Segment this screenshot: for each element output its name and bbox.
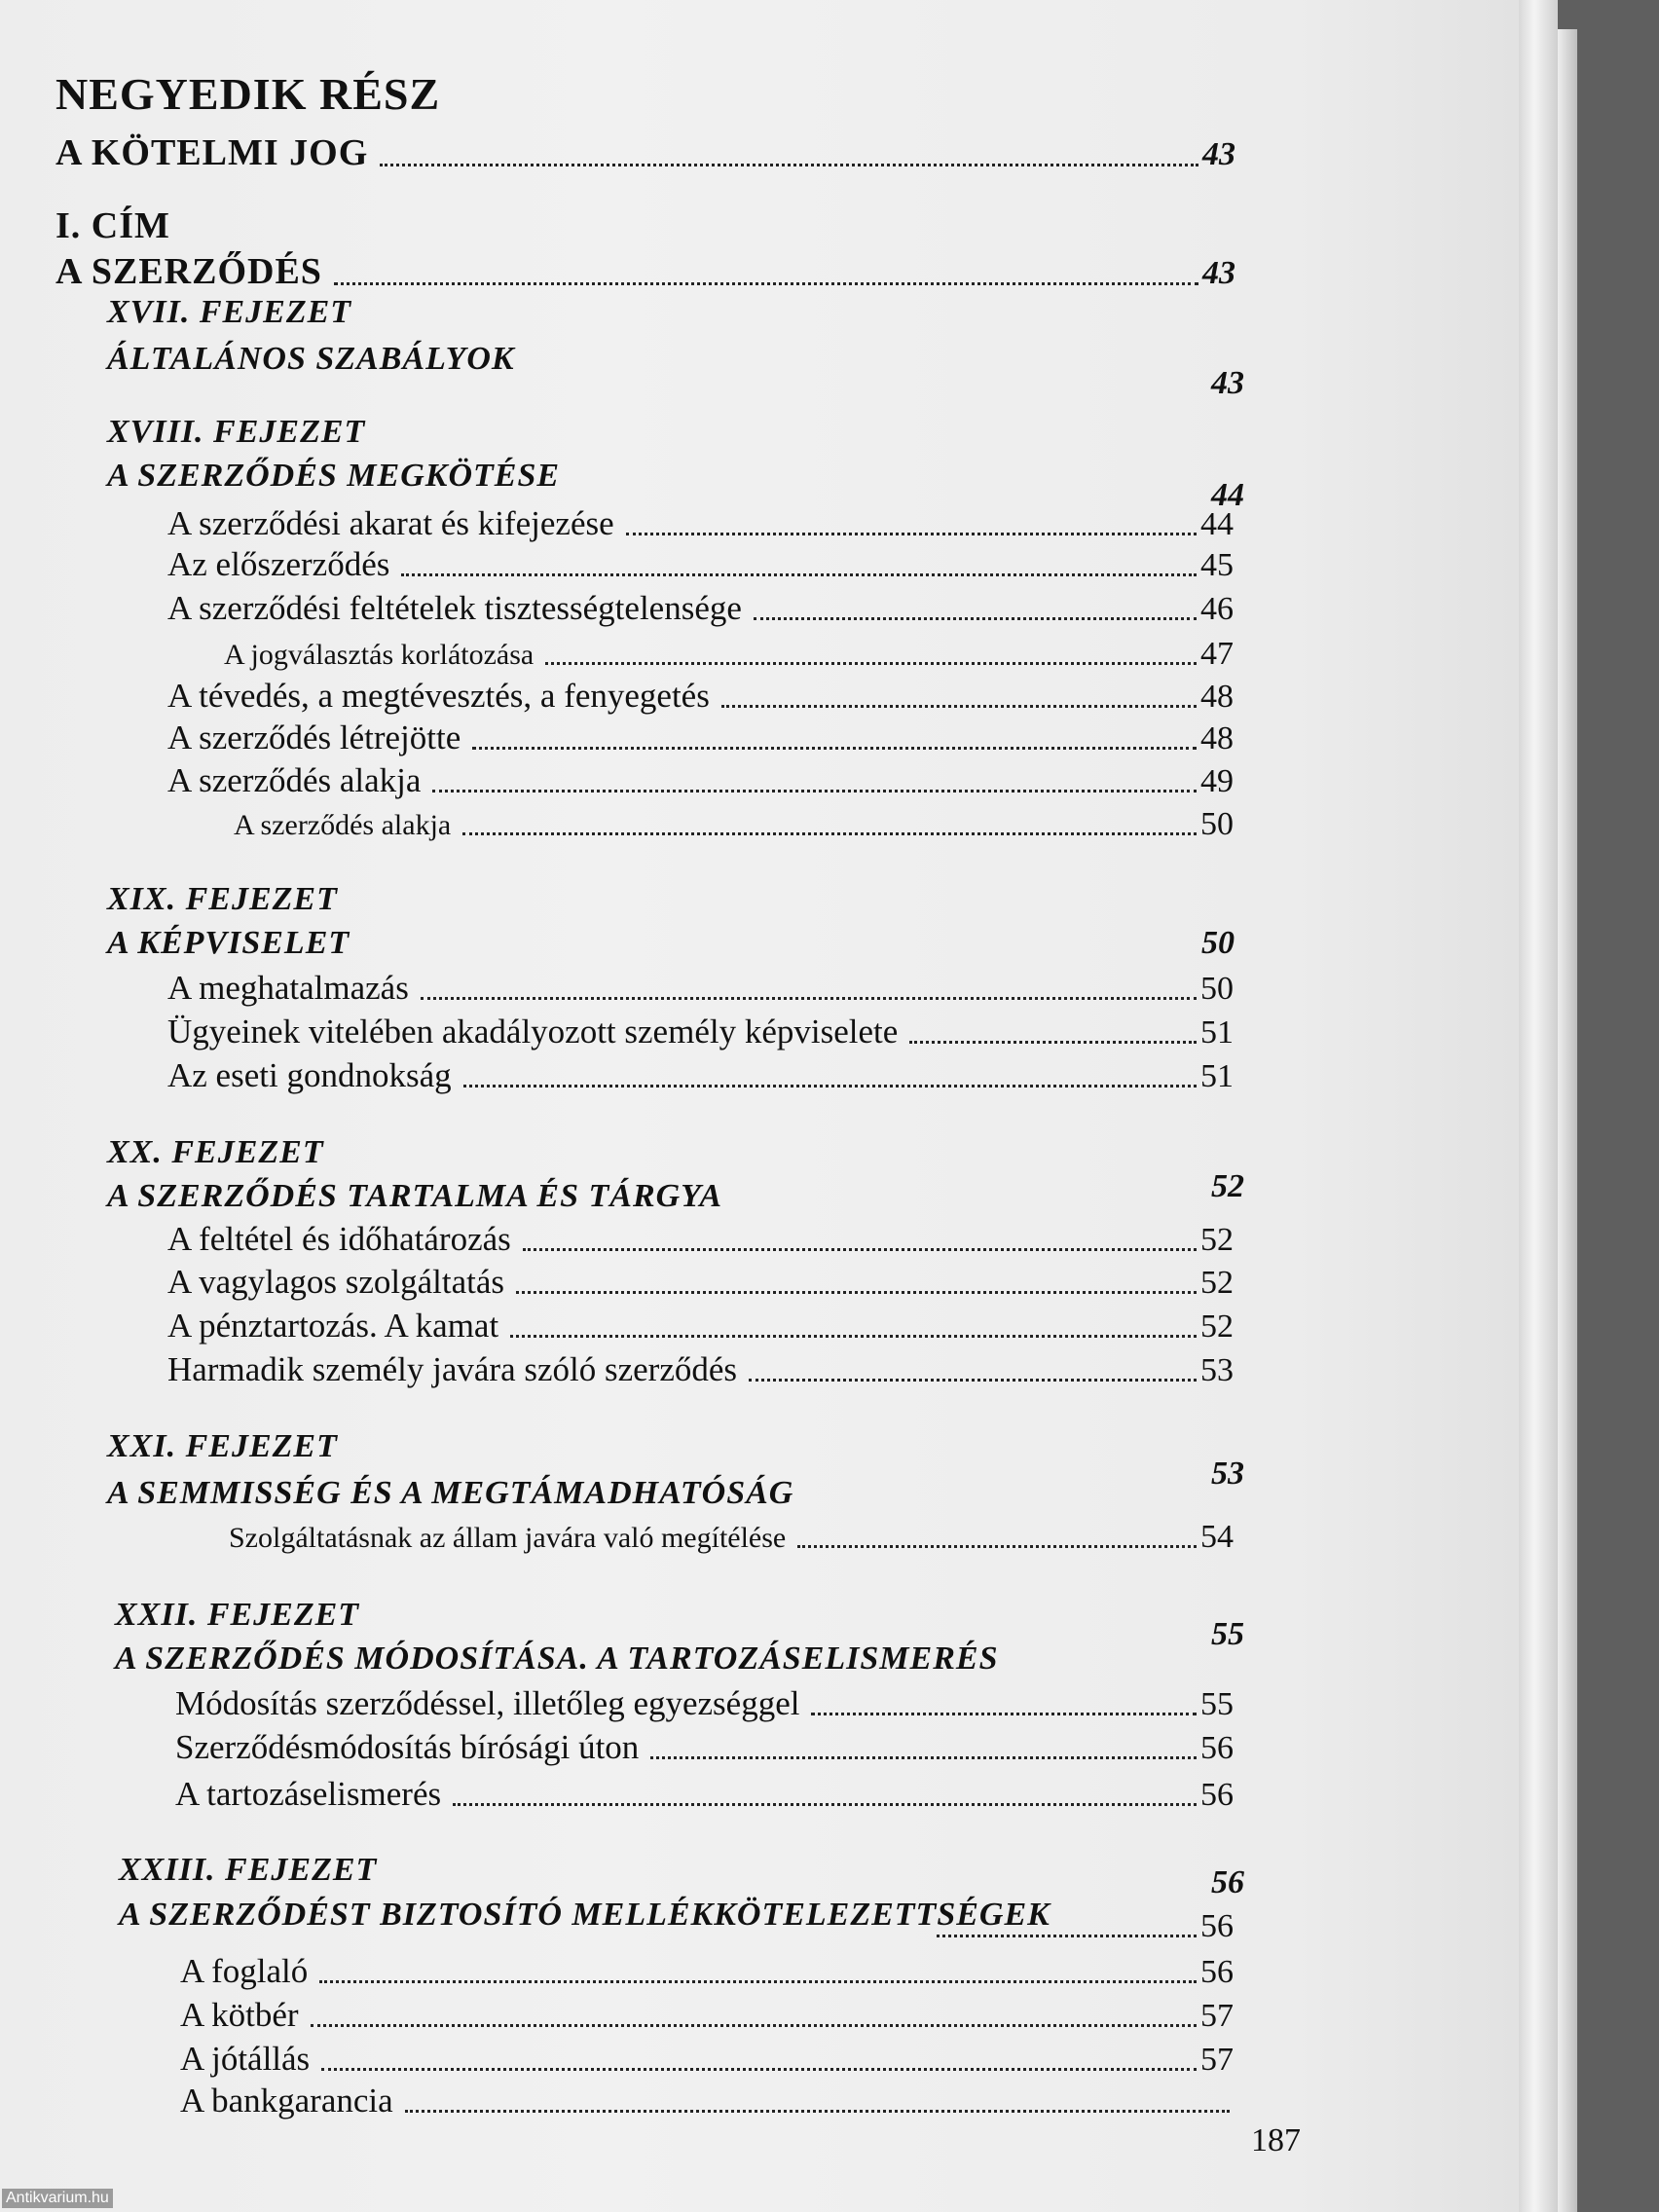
toc-entry-title: Ügyeinek vitelében akadályozott személy képviselete: [167, 1013, 899, 1051]
dot-leader: [453, 1803, 1197, 1806]
toc-entry: [180, 1952, 1234, 1991]
toc-entry-title: A vagylagos szolgáltatás: [167, 1263, 505, 1301]
dot-leader: [319, 1980, 1197, 1983]
toc-entry: [175, 1775, 1234, 1814]
toc-entry: [107, 1475, 886, 1512]
toc-entry-title: A jogválasztás korlátozása: [224, 639, 535, 671]
toc-entry-page: 45: [1200, 547, 1234, 583]
toc-entry-title: A foglaló: [180, 1952, 309, 1990]
toc-entry-page: 43: [1202, 255, 1235, 291]
toc-entry: [167, 1263, 1234, 1302]
toc-entry-page: 44: [1211, 477, 1244, 513]
dot-leader: [401, 573, 1197, 576]
toc-entry: [175, 1728, 1234, 1767]
toc-entry-title: NEGYEDIK RÉSZ: [55, 69, 441, 119]
toc-entry: [107, 294, 691, 331]
toc-entry: [119, 1897, 1051, 1934]
toc-entry-title: Az eseti gondnokság: [167, 1056, 452, 1094]
toc-entry: [229, 1519, 1234, 1556]
toc-entry-title: A SZERZŐDÉST BIZTOSÍTÓ MELLÉKKÖTELEZETTSÉGEK: [119, 1897, 1051, 1933]
toc-entry: [107, 1178, 886, 1215]
toc-entry-title: A KÉPVISELET: [107, 925, 350, 961]
toc-entry: [1196, 1168, 1244, 1205]
toc-entry-title: XXI. FEJEZET: [107, 1428, 338, 1464]
toc-entry-title: A SEMMISSÉG ÉS A MEGTÁMADHATÓSÁG: [107, 1475, 794, 1511]
toc-entry: [55, 131, 1235, 174]
toc-entry-title: XIX. FEJEZET: [107, 881, 338, 917]
toc-entry-page: 44: [1200, 506, 1234, 542]
toc-entry: [167, 761, 1234, 800]
toc-entry-page: 50: [1200, 806, 1234, 842]
toc-entry-page: 43: [1211, 365, 1244, 401]
toc-entry: [167, 969, 1234, 1008]
dot-leader: [516, 1291, 1197, 1294]
dot-leader: [510, 1335, 1197, 1338]
toc-entry-title: A jótállás: [180, 2040, 311, 2078]
toc-entry-page: 53: [1200, 1352, 1234, 1388]
toc-entry-title: Szerződésmódosítás bírósági úton: [175, 1728, 640, 1766]
dot-leader: [909, 1041, 1197, 1044]
toc-entry-title: A szerződés létrejötte: [167, 719, 461, 756]
toc-entry-title: A SZERZŐDÉS: [55, 251, 322, 292]
toc-entry-page: 51: [1200, 1014, 1234, 1051]
dot-leader: [754, 617, 1197, 620]
toc-entry: [107, 414, 691, 451]
toc-entry-page: 56: [1200, 1730, 1234, 1766]
toc-entry-title: Módosítás szerződéssel, illetőleg egyezséggel: [175, 1684, 800, 1722]
toc-entry: [1196, 1456, 1244, 1493]
toc-entry: [175, 1684, 1234, 1723]
toc-entry: [55, 68, 640, 120]
toc-entry-title: Szolgáltatásnak az állam javára való megítélése: [229, 1522, 787, 1554]
dot-leader: [811, 1713, 1197, 1715]
dot-leader: [797, 1545, 1197, 1548]
toc-entry: [1196, 1616, 1244, 1653]
dot-leader: [626, 533, 1197, 535]
toc-entry-page: 49: [1200, 763, 1234, 799]
toc-entry-title: A szerződés alakja: [167, 761, 422, 799]
toc-entry-page: 50: [1201, 925, 1235, 961]
toc-entry-page: 51: [1200, 1058, 1234, 1094]
dot-leader: [463, 1085, 1197, 1088]
page-edge: [1519, 0, 1558, 2212]
toc-entry: [167, 1220, 1234, 1259]
toc-entry-page: 52: [1200, 1265, 1234, 1301]
dot-leader: [721, 705, 1197, 708]
toc-entry-page: 52: [1211, 1168, 1244, 1204]
toc-entry-title: A KÖTELMI JOG: [55, 132, 369, 173]
toc-entry-page: 54: [1200, 1519, 1234, 1555]
dot-leader: [421, 997, 1197, 1000]
toc-entry: [107, 1134, 691, 1171]
dot-leader: [405, 2110, 1230, 2113]
toc-entry-title: A szerződési akarat és kifejezése: [167, 504, 614, 542]
toc-entry-title: XVII. FEJEZET: [107, 294, 352, 330]
toc-entry-page: 57: [1200, 2042, 1234, 2078]
toc-entry-page: 56: [1200, 1954, 1234, 1990]
dot-leader: [650, 1756, 1197, 1759]
toc-entry: [55, 204, 445, 247]
toc-entry-title: XX. FEJEZET: [107, 1134, 324, 1170]
toc-entry-page: 56: [1200, 1777, 1234, 1813]
toc-entry: [224, 636, 1234, 673]
toc-entry-title: A SZERZŐDÉS MEGKÖTÉSE: [107, 458, 561, 494]
toc-entry: [115, 1597, 699, 1634]
dot-leader: [311, 2024, 1197, 2027]
toc-entry: [180, 2082, 1234, 2120]
toc-entry-title: A pénztartozás. A kamat: [167, 1307, 499, 1345]
toc-entry: [107, 881, 691, 918]
dot-leader: [937, 1935, 1197, 1937]
toc-entry: [167, 1350, 1234, 1389]
toc-entry: [180, 1996, 1234, 2035]
toc-entry: [167, 504, 1234, 543]
toc-entry: [167, 677, 1234, 716]
toc-entry: [107, 1428, 691, 1465]
toc-entry: [167, 1307, 1234, 1346]
dot-leader: [523, 1248, 1197, 1251]
toc-entry-title: XXIII. FEJEZET: [119, 1852, 378, 1888]
toc-entry-title: Az előszerződés: [167, 545, 390, 583]
toc-entry: [115, 1641, 999, 1677]
toc-entry: [925, 1908, 1234, 1945]
toc-entry: [55, 250, 1235, 293]
toc-entry-title: Harmadik személy javára szóló szerződés: [167, 1350, 738, 1388]
toc-entry-page: 55: [1211, 1616, 1244, 1652]
toc-entry: [1196, 1864, 1244, 1901]
toc-entry-page: 57: [1200, 1998, 1234, 2034]
toc-entry-title: A bankgarancia: [180, 2082, 393, 2120]
dot-leader: [432, 790, 1197, 793]
toc-entry-title: A tévedés, a megtévesztés, a fenyegetés: [167, 677, 710, 715]
dot-leader: [472, 747, 1197, 750]
toc-entry-page: 47: [1200, 636, 1234, 672]
toc-entry: [119, 1852, 703, 1889]
toc-entry: [107, 341, 789, 378]
toc-entry-title: A feltétel és időhatározás: [167, 1220, 511, 1258]
dot-leader: [334, 282, 1198, 285]
toc-entry-title: A SZERZŐDÉS TARTALMA ÉS TÁRGYA: [107, 1178, 723, 1214]
toc-entry-page: 52: [1200, 1222, 1234, 1258]
toc-entry-title: A meghatalmazás: [167, 969, 409, 1007]
dot-leader: [321, 2068, 1197, 2071]
toc-entry-page: 56: [1200, 1908, 1234, 1944]
toc-entry-page: 48: [1200, 720, 1234, 756]
toc-entry-title: I. CÍM: [55, 205, 170, 246]
toc-entry-title: XVIII. FEJEZET: [107, 414, 366, 450]
toc-entry: [167, 589, 1234, 628]
toc-entry-page: 46: [1200, 591, 1234, 627]
toc-entry-title: ÁLTALÁNOS SZABÁLYOK: [107, 341, 515, 377]
toc-entry-title: A SZERZŐDÉS MÓDOSÍTÁSA. A TARTOZÁSELISMERÉS: [115, 1641, 999, 1677]
toc-entry: [167, 545, 1234, 584]
toc-entry-page: 55: [1200, 1686, 1234, 1722]
toc-entry-page: 53: [1211, 1456, 1244, 1492]
toc-entry: [234, 806, 1234, 843]
toc-entry-page: 52: [1200, 1309, 1234, 1345]
toc-entry-title: XXII. FEJEZET: [115, 1597, 360, 1633]
toc-entry-page: 43: [1202, 136, 1235, 172]
dot-leader: [545, 662, 1197, 665]
toc-entry: [1196, 365, 1244, 402]
toc-entry-title: A tartozáselismerés: [175, 1775, 442, 1813]
toc-entry-title: A szerződés alakja: [234, 809, 452, 841]
toc-entry-page: 56: [1211, 1864, 1244, 1900]
dot-leader: [380, 164, 1198, 166]
toc-entry: [167, 1056, 1234, 1095]
toc-entry: [107, 458, 789, 495]
toc-entry: [180, 2040, 1234, 2079]
toc-entry: [167, 719, 1234, 757]
dot-leader: [749, 1379, 1197, 1382]
dot-leader: [462, 832, 1197, 835]
toc-entry: [167, 1013, 1234, 1051]
toc-entry-title: A szerződési feltételek tisztességtelensége: [167, 589, 742, 627]
toc-entry: [107, 925, 1235, 962]
page-number: 187: [1251, 2122, 1301, 2158]
toc-entry-page: 50: [1200, 971, 1234, 1007]
toc-entry-title: A kötbér: [180, 1996, 299, 2034]
page-edge-back: [1558, 29, 1577, 2212]
watermark: Antikvarium.hu: [2, 2189, 113, 2208]
toc-entry-page: 48: [1200, 679, 1234, 715]
